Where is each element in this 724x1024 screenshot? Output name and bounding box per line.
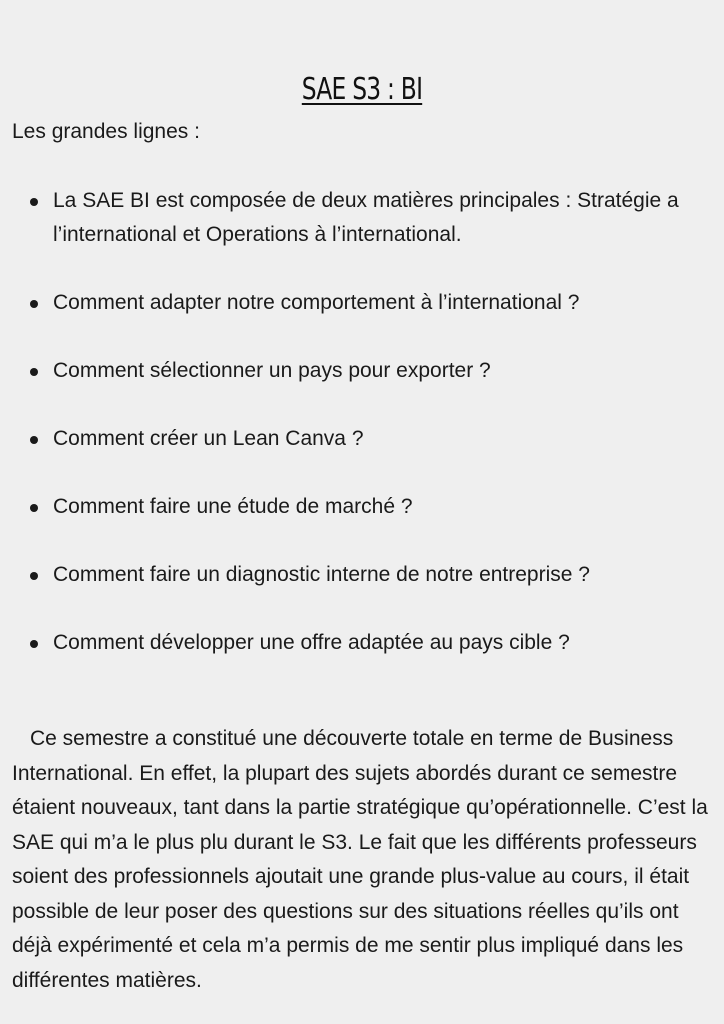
list-item-text: Comment sélectionner un pays pour exporter ? bbox=[53, 359, 491, 382]
bullet-dot-icon bbox=[30, 572, 38, 580]
bullet-list bbox=[0, 184, 724, 694]
list-item-text: Comment faire une étude de marché ? bbox=[53, 495, 413, 518]
list-item bbox=[0, 626, 724, 660]
list-item-text: Comment développer une offre adaptée au pays cible ? bbox=[53, 631, 570, 654]
bullet-dot-icon bbox=[30, 368, 38, 376]
list-item bbox=[0, 354, 724, 388]
body-paragraph: Ce semestre a constitué une découverte totale en terme de Business International. En effet, la plupart des sujets abordés durant ce semestre étaient nouveaux, tant dans la partie stratégique qu’opérationnelle. C’est la SAE qui m’a le plus plu durant le S3. Le fait que les différents professeurs soient des professionnels ajoutait une grande plus-value au cours, il était possible de leur poser des questions sur des situations réelles qu’ils ont déjà expérimenté et cela m’a permis de me sentir plus impliqué dans les différentes matières. bbox=[12, 727, 708, 992]
page-title bbox=[80, 70, 645, 110]
list-item bbox=[0, 558, 724, 592]
bullet-dot-icon bbox=[30, 198, 38, 206]
list-item-text: Comment créer un Lean Canva ? bbox=[53, 427, 364, 450]
list-item bbox=[0, 286, 724, 320]
list-item bbox=[0, 490, 724, 524]
bullet-dot-icon bbox=[30, 300, 38, 308]
bullet-dot-icon bbox=[30, 640, 38, 648]
intro-heading: Les grandes lignes : bbox=[12, 120, 200, 143]
list-item bbox=[0, 422, 724, 456]
page-title-text: SAE S3 : BI bbox=[301, 72, 423, 107]
list-item-text: Comment faire un diagnostic interne de notre entreprise ? bbox=[53, 563, 590, 586]
bullet-dot-icon bbox=[30, 436, 38, 444]
bullet-dot-icon bbox=[30, 504, 38, 512]
list-item-text: Comment adapter notre comportement à l’international ? bbox=[53, 291, 580, 314]
list-item-text: La SAE BI est composée de deux matières principales : Stratégie a l’international et Operations à l’international. bbox=[53, 189, 679, 246]
list-item bbox=[0, 184, 724, 252]
